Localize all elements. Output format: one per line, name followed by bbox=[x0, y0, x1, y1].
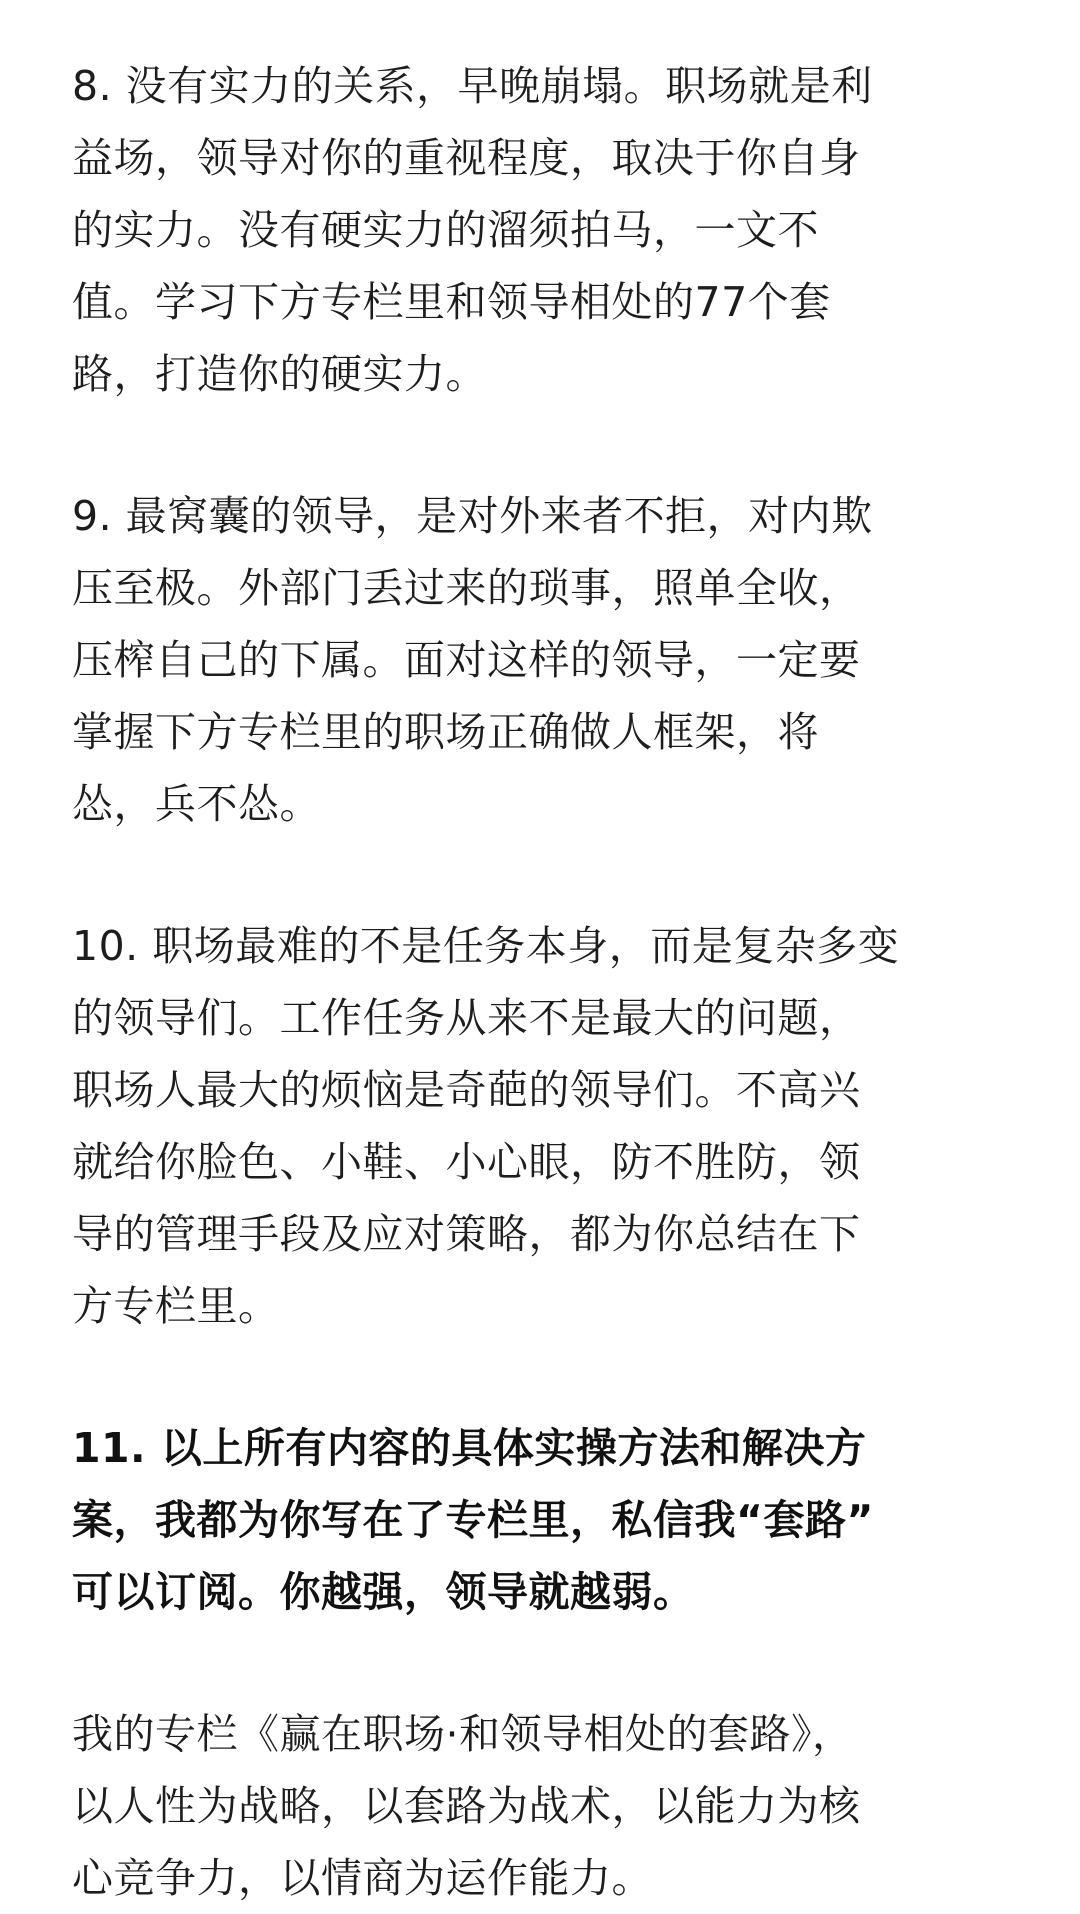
text-line: 以人性为战略，以套路为战术，以能力为核 bbox=[72, 1782, 861, 1830]
text-line: 怂，兵不怂。 bbox=[72, 780, 321, 828]
text-line: 掌握下方专栏里的职场正确做人框架，将 bbox=[72, 708, 819, 756]
text-line: 的领导们。工作任务从来不是最大的问题， bbox=[72, 994, 861, 1042]
paragraph-spacer bbox=[72, 840, 1032, 910]
text-line: 的实力。没有硬实力的溜须拍马，一文不 bbox=[72, 206, 819, 254]
text-line: 职场人最大的烦恼是奇葩的领导们。不高兴 bbox=[72, 1066, 861, 1114]
article-body bbox=[72, 50, 1032, 1914]
paragraph-spacer bbox=[72, 1342, 1032, 1412]
text-line: 我的专栏《赢在职场·和领导相处的套路》， bbox=[72, 1710, 854, 1758]
text-line: 8. 没有实力的关系，早晚崩塌。职场就是利 bbox=[72, 62, 873, 110]
paragraph-spacer bbox=[72, 1628, 1032, 1698]
text-line: 方专栏里。 bbox=[72, 1282, 280, 1330]
text-line: 压至极。外部门丢过来的琐事，照单全收， bbox=[72, 564, 861, 612]
text-line: 导的管理手段及应对策略，都为你总结在下 bbox=[72, 1210, 861, 1258]
text-line: 9. 最窝囊的领导，是对外来者不拒，对内欺 bbox=[72, 492, 873, 540]
paragraph-9 bbox=[72, 480, 1032, 840]
text-line: 心竞争力，以情商为运作能力。 bbox=[72, 1854, 653, 1902]
paragraph-spacer bbox=[72, 410, 1032, 480]
paragraph-10 bbox=[72, 910, 1032, 1342]
text-line: 路，打造你的硬实力。 bbox=[72, 350, 487, 398]
text-line: 案，我都为你写在了专栏里，私信我“套路” bbox=[72, 1496, 874, 1544]
paragraph-11-bold bbox=[72, 1412, 1032, 1628]
text-line: 可以订阅。你越强，领导就越弱。 bbox=[72, 1568, 695, 1616]
text-line: 压榨自己的下属。面对这样的领导，一定要 bbox=[72, 636, 861, 684]
text-line: 益场，领导对你的重视程度，取决于你自身 bbox=[72, 134, 861, 182]
paragraph-column-intro bbox=[72, 1698, 1032, 1914]
text-line: 就给你脸色、小鞋、小心眼，防不胜防，领 bbox=[72, 1138, 861, 1186]
paragraph-8 bbox=[72, 50, 1032, 410]
text-line: 10. 职场最难的不是任务本身，而是复杂多变 bbox=[72, 922, 900, 970]
text-line: 值。学习下方专栏里和领导相处的77个套 bbox=[72, 278, 831, 326]
text-line: 11. 以上所有内容的具体实操方法和解决方 bbox=[72, 1424, 867, 1472]
